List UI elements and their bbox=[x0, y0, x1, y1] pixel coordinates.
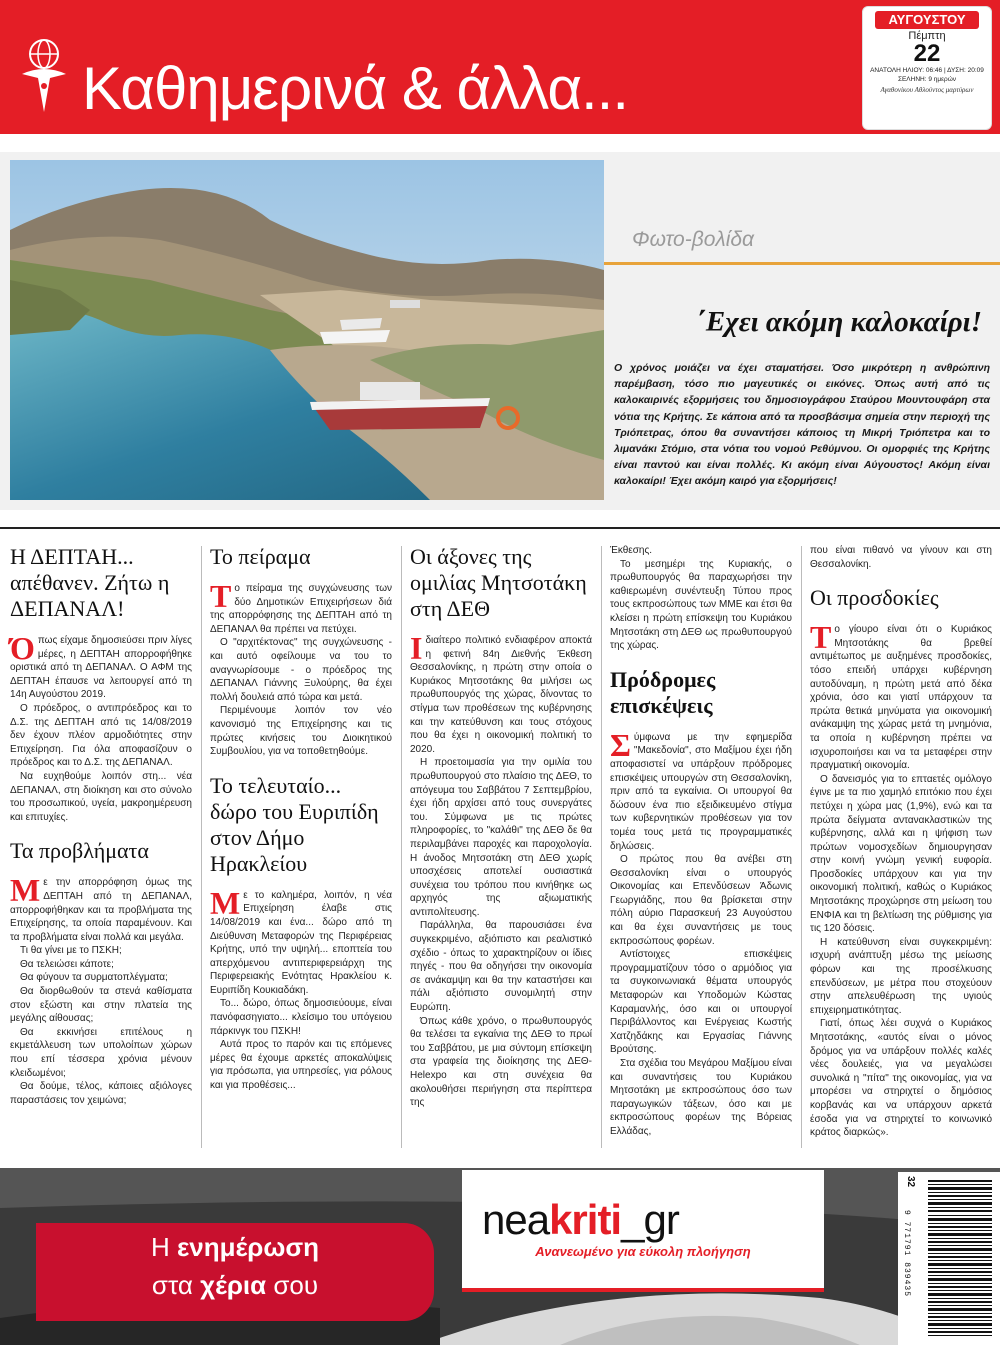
article-paragraph: Αυτά προς το παρόν και τις επόμενες μέρες θα έχουμε αρκετές αποκαλύψεις για πρόσωπα, για υπηρεσίες, για ρόλους και για προθέσεις... bbox=[210, 1039, 392, 1092]
article-paragraph: Ο πρόεδρος, ο αντιπρόεδρος και το Δ.Σ. της ΔΕΠΤΑΗ από τις 14/08/2019 δεν έχουν πλέον αρμοδιότητες στην Επιχείρηση. Για όλα αποφασίζουν ο πρόεδρος και το Δ.Σ. της ΔΕΠΑΝΑΛ. bbox=[10, 702, 192, 769]
article-paragraph: Θα εκκινήσει επιτέλους η εκμετάλλευση των υπολοίπων χώρων που επί τέσσερα χρόνια μένουν κλειδωμένοι; bbox=[10, 1026, 192, 1079]
article-paragraph: Το γίουρο είναι ότι ο Κυριάκος Μητσοτάκης θα βρεθεί αντιμέτωπος με αυξημένες προσδοκίες, τόσο επειδή υπάρχει κυβέρνηση αυτοδύναμη, η πρώτη μετά από δέκα χρόνια, όσο και γιατί υπάρχουν τα πρώτα θετικά μηνύματα για οικονομική ανάκαμψη της χώρας μετά τη μνημόνια, τα οποία η κυβέρνηση πρέπει να ισχυροποιήσει και να τα μεταφέρει στην πραγματική οικονομία. bbox=[810, 619, 992, 772]
column-rule bbox=[601, 546, 602, 1148]
column-rule bbox=[801, 546, 802, 1148]
article-paragraph: Έκθεσης. bbox=[610, 545, 653, 556]
article-deptah bbox=[10, 544, 192, 1107]
section-title: Καθημερινά & άλλα... bbox=[82, 55, 629, 122]
saints-of-day: Αγαθονίκου Αθλούντος μαρτύρων bbox=[880, 86, 974, 94]
article-paragraph: Θα δούμε, τέλος, κάποιες αξιόλογες παραστάσεις τον χειμώνα; bbox=[10, 1081, 192, 1106]
column-rule bbox=[201, 546, 202, 1148]
moon-phase: ΣΕΛΗΝΗ: 9 ημερών bbox=[897, 76, 957, 83]
drop-cap: Μ bbox=[10, 872, 41, 909]
article-paragraph: Θα φύγουν τα συρματοπλέγματα; bbox=[20, 972, 168, 984]
neakriti-advertisement[interactable] bbox=[0, 1168, 1000, 1345]
article-paragraph: Ο πρώτος που θα ανέβει στη Θεσσαλονίκη είναι ο υπουργός Οικονομίας και Επενδύσεων Άδωνις Γεωργιάδης, που θα βρίσκεται στην πόλη αύριο Παρασκευή 23 Αυγούστου και θα έχει συναντήσεις με τους εκπροσώπους φορέων. bbox=[610, 854, 792, 947]
article-paragraph: Όπως κάθε χρόνο, ο πρωθυπουργός θα τελέσει τα εγκαίνια της ΔΕΘ το πρωί του Σαββάτου, με μια σύντομη επίσκεψη στα γραφεία της διοίκησης της ΔΕΘ-Helexpo και στη συνέχεια θα ακολουθήσει περιήγηση στα περίπτερα της bbox=[410, 1015, 592, 1109]
article-paragraph: Ο δανεισμός για το επταετές ομόλογο έγινε με τα πιο χαμηλό επιτόκιο που έχει πετύχει η χώρα μας (1,9%), ενώ και τα πρώτα δείγματα αντανακλαστικών της κυβέρνησης, αλλά και η ψήφιση των πρώτων νομοσχεδίων δημιουργησαν στην κοινή γνώμη γενική ευφορία. Προσδοκίες υπάρχουν και για την οικονομική πολιτική, καθώς ο Κυριάκος Μητσοτάκης προχώρησε στη μείωση του ΕΝΦΙΑ και τη βελτίωση της ρύθμισης για τις 120 δόσεις. bbox=[810, 773, 992, 935]
page-header bbox=[0, 0, 1000, 134]
date-box bbox=[862, 6, 992, 130]
article-paragraph: Η προετοιμασία για την ομιλία του πρωθυπουργού στο πλαίσιο της ΔΕΘ, το απόγευμα του Σαββάτου 7 Σεπτεμβρίου, έχει ήδη αρχίσει από τους συνεργάτες του. Σύμφωνα με τις πρώτες πληροφορίες, το "καλάθι" της ΔΕΘ δε θα περιλαμβάνει παροχές και παροχολογία. Η άνοδος Μητσοτάκη στη ΔΕΘ χωρίς υποσχέσεις αποτελεί ουσιαστικά συνέχεια του τρόπου που κινήθηκε ως αρχηγός της αξιωματικής αντιπολίτευσης. bbox=[410, 757, 592, 918]
date-month: ΑΥΓΟΥΣΤΟΥ bbox=[875, 11, 979, 29]
article-paragraph: Το... δώρο, όπως δημοσιεύουμε, είναι πανόφασηγιατο... κλείσιμο του υπόγειου πάρκινγκ του ΠΣΚΗ! bbox=[210, 998, 392, 1037]
article-paragraph: Παράλληλα, θα παρουσιάσει ένα συγκεκριμένο, αξιόπιστο και ρεαλιστικό σχέδιο - όπως το χαρακτηρίζουν οι ίδιες πηγές - που θα οδηγήσει την οικονομία σε ανάκαμψη και θα την καταστήσει και πάλι αξιόπιστο συνομιλητή στην Ευρώπη. bbox=[410, 920, 592, 1014]
article-paragraph: Με το καλημέρα, λοιπόν, η νέα Επιχείρηση έλαβε στις 14/08/2019 και ένα... δώρο από τη Διεύθυνση Μεταφορών της Περιφέρειας Κρήτης, υπό την υψηλή... εποπτεία του απερχόμενου αντιπεριφερειάρχη της Περιφερειακής Ενότητας Ηρακλείου κ. Ευριπίδη Κουκιαδάκη. bbox=[210, 884, 392, 996]
article-title: Οι άξονες της ομιλίας Μητσοτάκη στη ΔΕΘ bbox=[410, 544, 587, 621]
sun-times: ΑΝΑΤΟΛΗ ΗΛΙΟΥ: 06:46 | ΔΥΣΗ: 20:09 bbox=[870, 67, 984, 74]
article-subtitle: Οι προσδοκίες bbox=[810, 585, 939, 611]
article-paragraph: Η κατεύθυνση είναι συγκεκριμένη: ισχυρή ανάπτυξη μέσω της μείωσης φόρων και της προσέλκυσης επενδύσεων, με μέτρα που στοχεύουν στην απελευθέρωση της υγιούς επιχειρηματικότητας. bbox=[810, 936, 992, 1016]
article-subtitle: Τα προβλήματα bbox=[10, 838, 149, 864]
barcode-bars bbox=[898, 1172, 1000, 1345]
page-number: 32 bbox=[905, 1176, 916, 1188]
article-deth-axes bbox=[410, 544, 592, 1110]
article-paragraph: Θα τελειώσει κάποτε; bbox=[20, 958, 114, 970]
photo-headline: ΄Εχει ακόμη καλοκαίρι! bbox=[696, 306, 982, 338]
article-paragraph: Ο "αρχιτέκτονας" της συγχώνευσης - και αυτό οφείλουμε να του το αναγνωρίσουμε - ο πρόεδρος της ΔΕΠΑΝΑΛ Γιάννης Ξυλούρης, θα έχει πολλή δουλειά από τώρα και μετά. bbox=[210, 637, 392, 703]
ad-slogan-line-2: στα χέρια σου bbox=[151, 1270, 319, 1300]
ad-slogan-line-1: Η ενημέρωση bbox=[150, 1232, 320, 1262]
article-expectations bbox=[810, 544, 992, 1140]
article-paragraph: Το πείραμα της συγχώνευσης των δύο Δημοτικών Επιχειρήσεων διά της απορρόφησης της ΔΕΠΤΑΗ από τη ΔΕΠΑΝΑΛ θα πρέπει να πετύχει. bbox=[210, 578, 392, 635]
article-deth-continued bbox=[610, 544, 792, 1139]
drop-cap: Τ bbox=[810, 619, 832, 656]
drop-cap: Μ bbox=[210, 884, 241, 921]
article-paragraph: Με την απορρόφηση όμως της ΔΕΠΤΑΗ από τη ΔΕΠΑΝΑΛ, απορροφήθηκαν και τα προβλήματα της Επιχείρησης, τα οποία παραμένουν. Και τα προβλήματα είναι πολλά και μεγάλα. bbox=[10, 872, 192, 943]
photo-section-tag: Φωτο-βολίδα bbox=[632, 228, 755, 251]
photo-caption: Ο χρόνος μοιάζει να έχει σταματήσει. Όσο μικρότερη η ανθρώπινη παρέμβαση, τόσο πιο μαγευτικές οι εικόνες. Όπως αυτή από τις καλοκαιρινές εξορμήσεις του δημοσιογράφου Σταύρου Μουντουφάρη στα νότια της Κρήτης. Σε κάποια από τα προσβάσιμα σημεία στην περιοχή της Τριόπετρας, όπου θα συναντήσει κάποιος τη Μικρή Τριόπετρα και το λιμανάκι Στόμιο, στα νότια του νομού Ρεθύμνου. Οι ομορφιές της Κρήτης είναι παντού και είναι πολλές. Κι ακόμη είναι Αύγουστος! Ακόμη είναι καλοκαίρι! Έχει ακόμη καιρό για εξορμήσεις! bbox=[614, 362, 990, 488]
article-title: Το πείραμα bbox=[210, 544, 311, 569]
date-weekday: Πέμπτη bbox=[908, 30, 946, 42]
article-paragraph: Περιμένουμε λοιπόν τον νέο κανονισμό της Επιχείρησης και τις πρώτες κινήσεις του Διοικητικού Συμβουλίου, για να τοποθετηθούμε. bbox=[210, 705, 392, 758]
photo-feature bbox=[0, 152, 1000, 510]
column-rule bbox=[401, 546, 402, 1148]
article-paragraph: Το μεσημέρι της Κυριακής, ο πρωθυπουργός θα παραχωρήσει την καθιερωμένη συνέντευξη Τύπου προς τους εκπροσώπους των ΜΜΕ και έτσι θα κλείσει η πρώτη επίσκεψη του Κυριάκου Μητσοτάκη στη ΔΕΘ ως πρωθυπουργού της χώρας. bbox=[610, 558, 792, 652]
article-subtitle: Πρόδρομες επισκέψεις bbox=[610, 666, 716, 718]
section-divider bbox=[0, 527, 1000, 529]
article-paragraph: που είναι πιθανό να γίνουν και στη Θεσσαλονίκη. bbox=[810, 545, 992, 570]
article-title: Η ΔΕΠΤΑΗ... απέθανεν. Ζήτω η ΔΕΠΑΝΑΛ! bbox=[10, 544, 170, 621]
ad-accent-bar bbox=[462, 1288, 824, 1292]
harbour-photo bbox=[10, 160, 604, 500]
barcode bbox=[898, 1172, 1000, 1345]
article-paragraph: Σύμφωνα με την εφημερίδα "Μακεδονία", στο Μαξίμου έχει ήδη αποφασιστεί να υπάρξουν πρόδρομες επισκέψεις υπουργών στη Θεσσαλονίκη, πριν από τα εγκαίνια. Οι υπουργοί θα δώσουν ένα πιο εξειδικευμένο στίγμα των κυβερνητικών προθέσεων για τον τομέα τους μετά τις προγραμματικές δηλώσεις. bbox=[610, 726, 792, 852]
article-paragraph: Τι θα γίνει με το ΠΣΚΗ; bbox=[20, 945, 122, 957]
drop-cap: Σ bbox=[610, 726, 631, 763]
article-paragraph: Όπως είχαμε δημοσιεύσει πριν λίγες μέρες, η ΔΕΠΤΑΗ απορροφήθηκε οριστικά από τη ΔΕΠΑΝΑΛ. Ο ΑΦΜ της ΔΕΠΤΑΗ έπαυσε να λειτουργεί από τη 14η Αυγούστου 2019. bbox=[10, 630, 192, 701]
article-paragraph: Στα σχέδια του Μεγάρου Μαξίμου είναι και συναντήσεις του Κυριάκου Μητσοτάκη με εκπροσώπους όσο των παραγωγικών τάξεων, όσο και με εκπροσώπους φορέων της Βόρειας Ελλάδας, bbox=[610, 1058, 792, 1137]
article-paragraph: Θα διορθωθούν τα στενά καθίσματα στον εξώστη και στην πλατεία της μεγάλης αίθουσας; bbox=[10, 986, 192, 1025]
neakriti-logo: neakriti_gr bbox=[482, 1196, 679, 1243]
globe-pen-logo bbox=[14, 34, 74, 118]
photo-divider bbox=[604, 262, 1000, 265]
drop-cap: Ι bbox=[410, 630, 423, 666]
article-paragraph: Γιατί, όπως λέει συχνά ο Κυριάκος Μητσοτάκης, «αυτός είναι ο μόνος δρόμος για να υπάρξουν πολλές καλές νέες δουλειές, για να μεγαλώσει συνολικά η "πίτα" της οικονομίας, για να μπορέσει να στηριχτεί ο δημόσιος κορβανάς και να υπάρχουν αρκετά έσοδα για να στηριχτεί το κοινωνικό κράτος διαρκώς». bbox=[810, 1018, 992, 1139]
article-paragraph: Να ευχηθούμε λοιπόν στη... νέα ΔΕΠΑΝΑΛ, στη διοίκηση και στο σύνολο του προσωπικού, υγεία, μακροημέρευση και επιτυχίες. bbox=[10, 770, 192, 823]
date-day-number: 22 bbox=[913, 40, 941, 67]
article-paragraph: Αντίστοιχες επισκέψεις προγραμματίζουν τόσο ο αρμόδιος για τα συγκοινωνιακά θέματα υπουργός Μεταφορών και Υποδομών Κώστας Καραμανλής, όσο και οι υπουργοί Περιβάλλοντος και Ενέργειας Κωστής Χατζηδάκης και Εργασίας Γιάννης Βρούτσης. bbox=[610, 949, 792, 1056]
drop-cap: Τ bbox=[210, 578, 232, 614]
drop-cap: Ό bbox=[10, 630, 35, 666]
barcode-digits: 9 771791 839435 bbox=[902, 1210, 911, 1298]
article-peirama bbox=[210, 544, 392, 1093]
article-subtitle: Το τελευταίο... δώρο του Ευριπίδη στον Δήμο Ηρακλείου bbox=[210, 772, 379, 876]
article-paragraph: Ιδιαίτερο πολιτικό ενδιαφέρον αποκτά η φετινή 84η Διεθνής Έκθεση Θεσσαλονίκης, η πρώτη στην οποία ο Κυριάκος Μητσοτάκης θα μιλήσει ως πρωθυπουργός της χώρας, δίνοντας το στίγμα των προθέσεων της κυβέρνησης και την κατεύθυνση και τους στόχους που θα έχει η οικονομική πολιτική το 2020. bbox=[410, 630, 592, 755]
ad-tagline: Ανανεωμένο για εύκολη πλοήγηση bbox=[535, 1244, 751, 1259]
